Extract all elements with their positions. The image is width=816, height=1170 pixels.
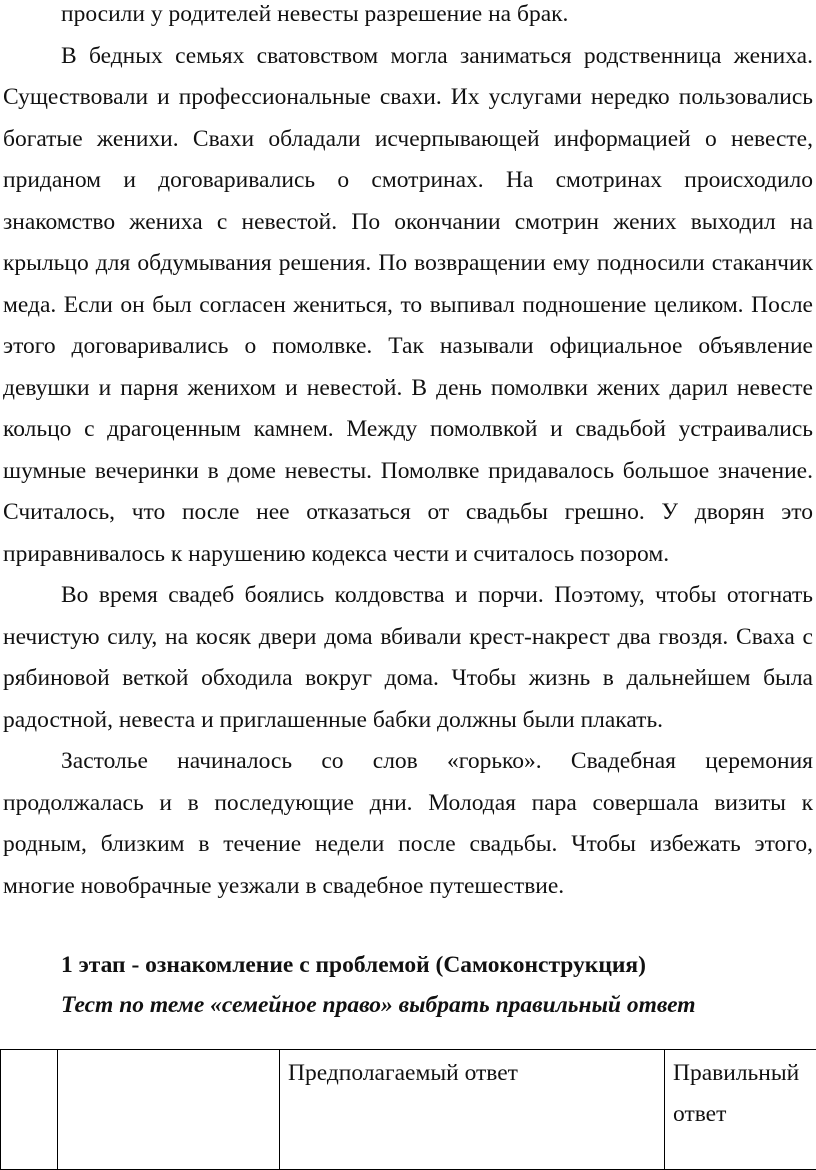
document-page [3,0,813,1025]
table-header-cell-number [1,1050,58,1170]
section-spacer [3,907,813,945]
paragraph-continuation: просили у родителей невесты разрешение на брак. [3,0,813,36]
table-header-cell-proposed-answer: Предполагаемый ответ [280,1050,665,1170]
paragraph-matchmaking: В бедных семьях сватовством могла заниматься родственница жениха. Существовали и профессиональные свахи. Их услугами нередко пользовались богатые женихи. Свахи обладали исчерпывающей информацией о невесте, приданом и договаривались о смотринах. На смотринах происходило знакомство жениха с невестой. По окончании смотрин жених выходил на крыльцо для обдумывания решения. По возвращении ему подносили стаканчик меда. Если он был согласен жениться, то выпивал подношение целиком. После этого договаривались о помолвке. Так называли официальное объявление девушки и парня женихом и невестой. В день помолвки жених дарил невесте кольцо с драгоценным камнем. Между помолвкой и свадьбой устраивались шумные вечеринки в доме невесты. Помолвке придавалось большое значение. Считалось, что после нее отказаться от свадьбы грешно. У дворян это приравнивалось к нарушению кодекса чести и считалось позором. [3,36,813,576]
table-header-cell-correct-answer: Правильный ответ [665,1050,816,1170]
stage-heading: 1 этап - ознакомление с проблемой (Самоконструкция) [3,945,813,985]
answers-table [0,1049,816,1170]
table-header-row [1,1050,816,1170]
table-header-cell-question [58,1050,280,1170]
test-heading: Тест по теме «семейное право» выбрать правильный ответ [3,985,813,1025]
paragraph-witchcraft: Во время свадеб боялись колдовства и порчи. Поэтому, чтобы отогнать нечистую силу, на косяк двери дома вбивали крест-накрест два гвоздя. Сваха с рябиновой веткой обходила вокруг дома. Чтобы жизнь в дальнейшем была радостной, невеста и приглашенные бабки должны были плакать. [3,575,813,741]
paragraph-feast: Застолье начиналось со слов «горько». Свадебная церемония продолжалась и в последующие дни. Молодая пара совершала визиты к родным, близким в течение недели после свадьбы. Чтобы избежать этого, многие новобрачные уезжали в свадебное путешествие. [3,741,813,907]
